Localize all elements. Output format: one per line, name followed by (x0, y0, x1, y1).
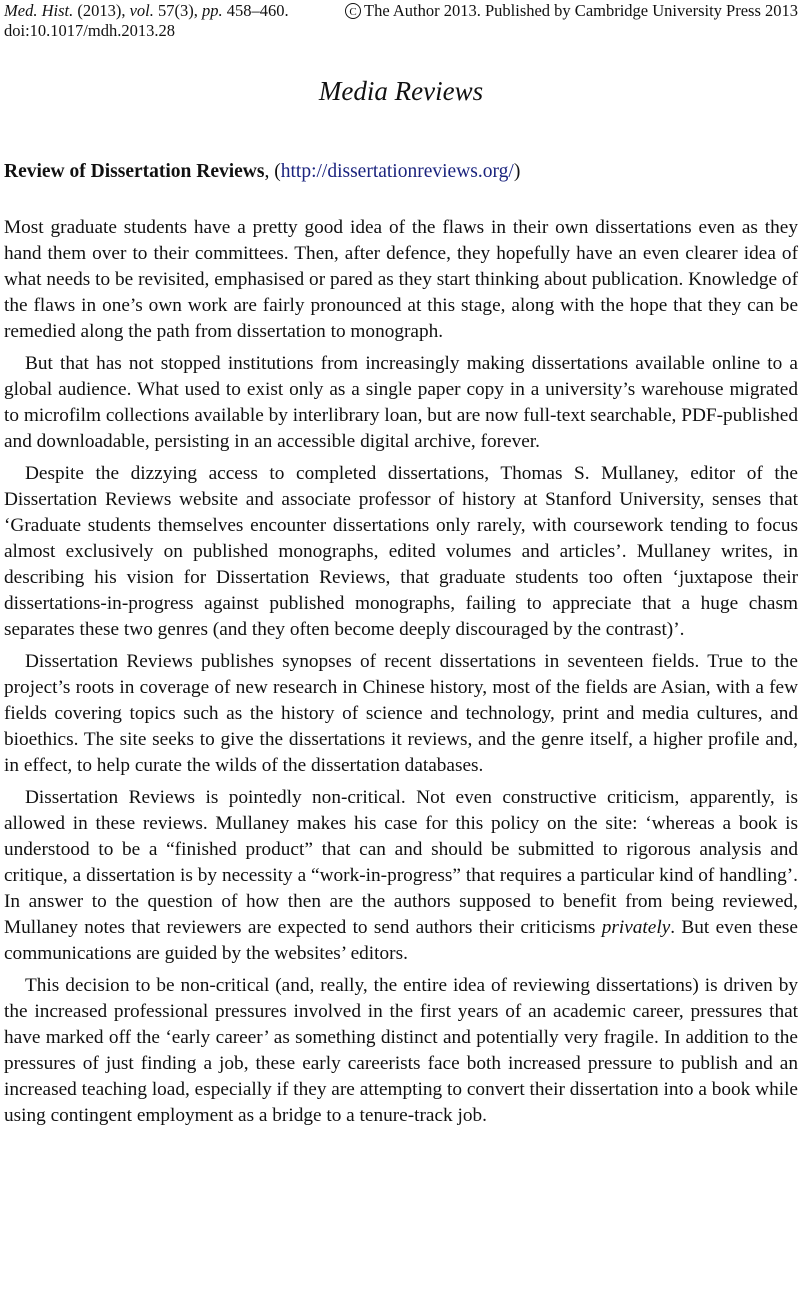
copyright-notice (345, 1, 798, 21)
citation-line (4, 1, 798, 21)
article-page (4, 0, 798, 1135)
doi: doi:10.1017/mdh.2013.28 (4, 21, 175, 40)
vol-label: vol. (129, 1, 154, 20)
citation (4, 1, 289, 21)
paragraph-1: Most graduate students have a pretty good idea of the flaws in their own dissertations even as they hand them over to their committees. Then, after defence, they hopefully have an even clearer idea of what needs to be revisited, emphasised or pared as they start thinking about publication. Knowledge of the flaws in one’s own work are fairly pronounced at this stage, along with the hope that they can be remedied along the path from dissertation to monograph. (4, 217, 798, 342)
review-title-text: Review of Dissertation Reviews (4, 161, 265, 182)
pp-label: pp. (202, 1, 223, 20)
review-title (4, 159, 798, 185)
paragraph-5-text-a: Dissertation Reviews is pointedly non-critical. Not even constructive criticism, apparently, is allowed in these reviews. Mullaney makes his case for this policy on the site: ‘whereas a book is understood to be a “finished product” that can and should be submitted to rigorous analysis and critique, a dissertation is by necessity a “work-in-progress” that requires a particular kind of handling’. In answer to the question of how then are the authors supposed to benefit from being reviewed, Mullaney notes that reviewers are expected to send authors their criticisms (4, 787, 798, 938)
pp-value: 458–460. (222, 1, 289, 20)
journal-abbrev: Med. Hist. (4, 1, 74, 20)
paragraph-5-emphasis: privately (601, 917, 671, 938)
review-title-separator: , ( (264, 161, 281, 182)
vol-value: 57(3), (153, 1, 202, 20)
copyright-icon: C (345, 3, 361, 19)
review-url-link[interactable]: http://dissertationreviews.org/ (280, 161, 514, 182)
year-part: (2013), (73, 1, 130, 20)
paragraph-5 (4, 785, 798, 967)
article-body (4, 215, 798, 1129)
paragraph-5-text-b: . But even these communications are guided by the websites’ editors. (4, 917, 798, 964)
paragraph-6: This decision to be non-critical (and, really, the entire idea of reviewing dissertations) is driven by the increased professional pressures involved in the first years of an academic career, pressures that have marked off the ‘early career’ as something distinct and potentially very fragile. In addition to the pressures of just finding a job, these early careerists face both increased pressure to publish and an increased teaching load, especially if they are attempting to convert their dissertation into a book while using contingent employment as a bridge to a tenure-track job. (4, 975, 798, 1126)
paragraph-2: But that has not stopped institutions from increasingly making dissertations available online to a global audience. What used to exist only as a single paper copy in a university’s warehouse migrated to microfilm collections available by interlibrary loan, but are now full-text searchable, PDF-published and downloadable, persisting in an accessible digital archive, forever. (4, 353, 798, 452)
section-title: Media Reviews (318, 76, 484, 106)
running-header (4, 0, 798, 41)
copyright-text: The Author 2013. Published by Cambridge University Press 2013 (363, 1, 798, 20)
paragraph-3: Despite the dizzying access to completed dissertations, Thomas S. Mullaney, editor of the Dissertation Reviews website and associate professor of history at Stanford University, senses that ‘Graduate students themselves encounter dissertations only rarely, with coursework tending to focus almost exclusively on published monographs, edited volumes and articles’. Mullaney writes, in describing his vision for Dissertation Reviews, that graduate students too often ‘juxtapose their dissertations-in-progress against published monographs, failing to appreciate that a huge chasm separates these two genres (and they often become deeply discouraged by the contrast)’. (4, 463, 798, 640)
review-title-closing: ) (513, 161, 521, 182)
paragraph-4: Dissertation Reviews publishes synopses of recent dissertations in seventeen fields. True to the project’s roots in coverage of new research in Chinese history, most of the fields are Asian, with a few fields covering topics such as the history of science and technology, print and media cultures, and bioethics. The site seeks to give the dissertations it reviews, and the genre itself, a higher profile and, in effect, to help curate the wilds of the dissertation databases. (4, 651, 798, 776)
